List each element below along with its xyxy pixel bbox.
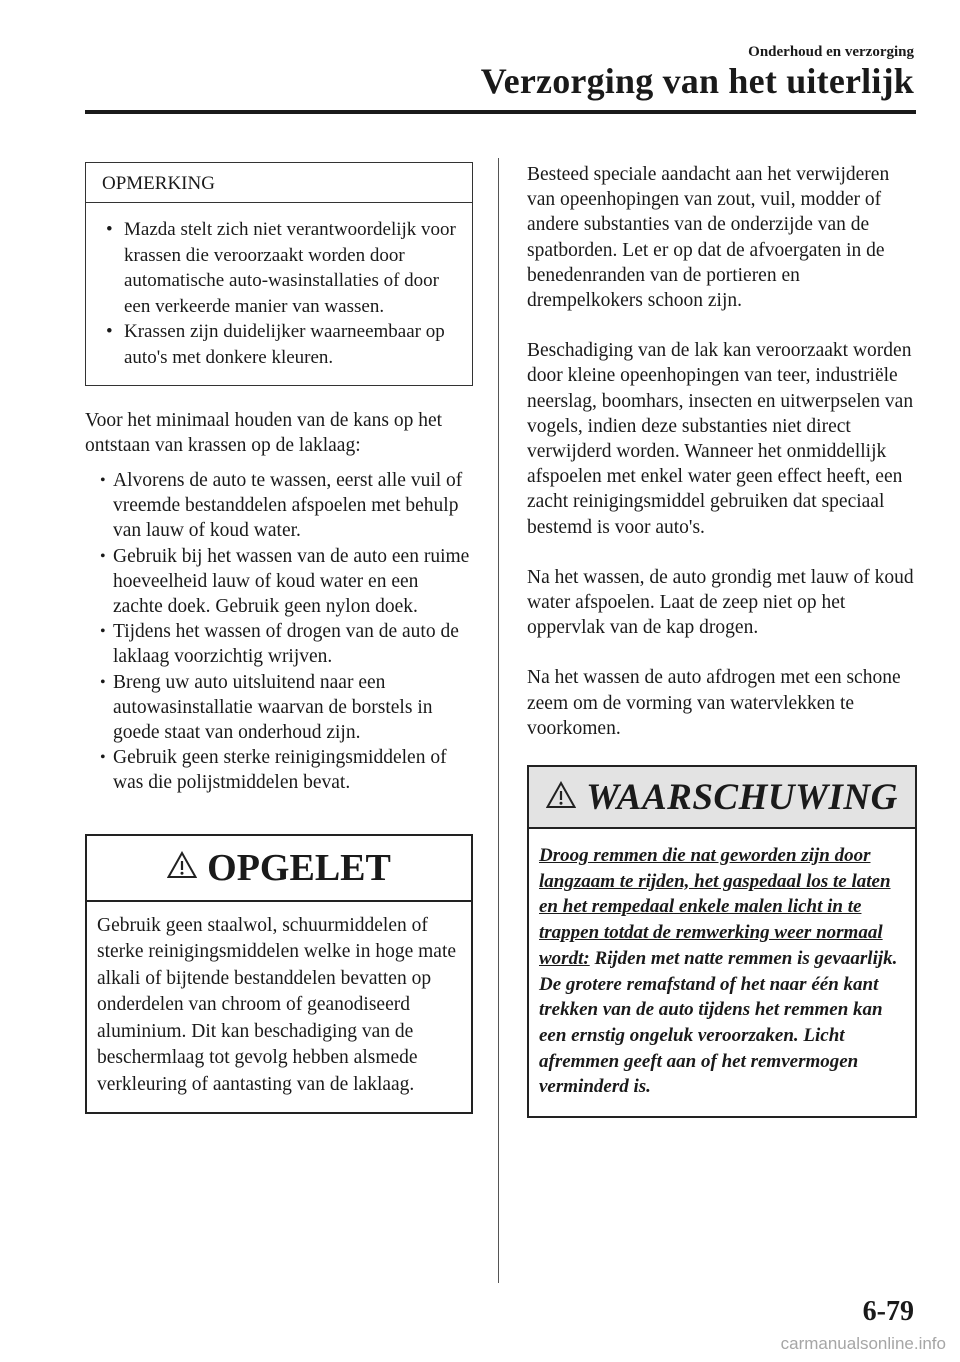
right-column <box>527 162 917 1118</box>
warning-triangle-icon <box>167 851 197 884</box>
caution-heading <box>87 836 471 902</box>
note-item: • Krassen zijn duidelijker waarneembaar op auto's met donkere kleuren. <box>102 319 464 370</box>
paragraph: Na het wassen, de auto grondig met lauw of koud water afspoelen. Laat de zeep niet op het oppervlak van de kap drogen. <box>527 566 914 639</box>
note-heading: OPMERKING <box>86 163 472 203</box>
header-rule <box>85 110 916 114</box>
note-list <box>86 203 472 385</box>
page-title: Verzorging van het uiterlijk <box>480 61 914 101</box>
paragraph: Besteed speciale aandacht aan het verwijderen van opeenhopingen van zout, vuil, modder of andere substanties van de onderzijde van de spatborden. Let er op dat de afvoergaten in de benedenranden van de portieren en drempelkokers schoon zijn. <box>527 164 890 312</box>
caution-title: OPGELET <box>207 846 391 889</box>
paragraph: Na het wassen de auto afdrogen met een schone zeem om de vorming van watervlekken te voorkomen. <box>527 667 901 739</box>
paragraph: Beschadiging van de lak kan veroorzaakt worden door kleine opeenhopingen van teer, industriële neerslag, boomhars, insecten en uitwerpselen van vogels, indien deze substanties niet direct verwijderd worden. Wanneer het onmiddellijk afspoelen met enkel water geen effect heeft, een zacht reinigingsmiddel gebruiken dat speciaal bestemd is voor auto's. <box>527 340 914 538</box>
warning-body <box>529 829 915 1116</box>
header-section: Onderhoud en verzorging <box>748 44 914 60</box>
watermark: carmanualsonline.info <box>780 1334 946 1353</box>
warning-triangle-icon <box>546 781 576 814</box>
column-divider <box>498 158 499 1283</box>
list-item: • Gebruik bij het wassen van de auto een ruime hoeveelheid lauw of koud water en een zachte doek. Gebruik geen nylon doek. <box>99 544 473 620</box>
tips-list <box>85 468 473 796</box>
caution-text: Gebruik geen staalwol, schuurmiddelen of sterke reinigingsmiddelen welke in hoge mate alkali of bijtende bestanddelen bevatten op onderdelen van chroom of geanodiseerd aluminium. Dit kan beschadiging van de beschermlaag tot gevolg hebben alsmede verkleuring of aantasting van de laklaag. <box>97 914 457 1095</box>
list-item: • Breng uw auto uitsluitend naar een autowasinstallatie waarvan de borstels in goede staat van onderhoud zijn. <box>99 670 473 746</box>
warning-box <box>527 765 917 1118</box>
intro-paragraph: Voor het minimaal houden van de kans op het ontstaan van krassen op de laklaag: <box>85 409 443 456</box>
list-item: • Tijdens het wassen of drogen van de auto de laklaag voorzichtig wrijven. <box>99 619 473 669</box>
warning-text: Rijden met natte remmen is gevaarlijk. De grotere remafstand of het naar één kant trekken van de auto tijdens het remmen kan een ernstig ongeluk veroorzaken. Licht afremmen geeft aan of het remvermogen verminderd is. <box>539 947 898 1098</box>
list-item: • Gebruik geen sterke reinigingsmiddelen of was die polijstmiddelen bevat. <box>99 745 473 795</box>
list-item: • Alvorens de auto te wassen, eerst alle vuil of vreemde bestanddelen afspoelen met behulp van lauw of koud water. <box>99 468 473 544</box>
note-item: • Mazda stelt zich niet verantwoordelijk voor krassen die veroorzaakt worden door automatische auto-wasinstallaties of door een verkeerde manier van wassen. <box>102 217 464 319</box>
warning-heading <box>529 767 915 829</box>
caution-box <box>85 834 473 1115</box>
left-column <box>85 162 473 1114</box>
page-number: 6-79 <box>862 1296 914 1327</box>
note-box <box>85 162 473 386</box>
warning-title: WAARSCHUWING <box>586 776 898 818</box>
warning-underlined-text: Droog remmen die nat geworden zijn door langzaam te rijden, het gaspedaal los te laten en het rempedaal enkele malen licht in te trappen totdat de remwerking weer normaal wordt: <box>539 845 891 969</box>
